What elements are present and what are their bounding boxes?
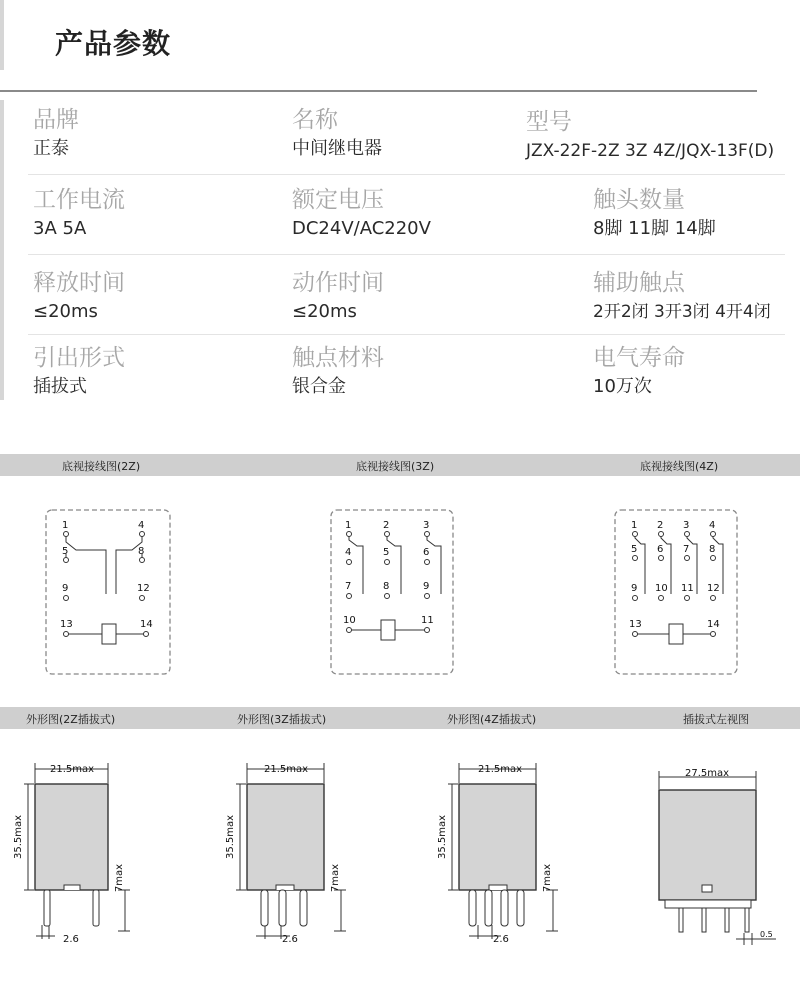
spec-value: ≤20ms xyxy=(292,301,357,322)
outline-caption-2z: 外形图(2Z插拔式) xyxy=(26,713,116,726)
spec-value: 插拔式 xyxy=(33,376,87,397)
pin-label: 4 xyxy=(345,547,352,558)
wiring-caption-4z: 底视接线图(4Z) xyxy=(640,460,719,473)
spec-label: 型号 xyxy=(526,109,572,135)
spec-value: ≤20ms xyxy=(33,301,98,322)
dim-pin-label: 7max xyxy=(542,863,553,893)
pin-label: 5 xyxy=(631,544,638,555)
pin-label: 12 xyxy=(137,583,150,594)
spec-label: 释放时间 xyxy=(33,270,125,296)
pin-label: 6 xyxy=(423,547,430,558)
spec-value: DC24V/AC220V xyxy=(292,218,431,239)
pin-label: 11 xyxy=(421,615,434,626)
spec-label: 品牌 xyxy=(33,107,79,133)
spec-label: 触点材料 xyxy=(292,345,384,371)
pin-label: 7 xyxy=(345,581,352,592)
wiring-diagram-3z xyxy=(329,508,455,676)
spec-voltage xyxy=(292,185,431,241)
spec-row xyxy=(0,335,800,415)
spec-value: 中间继电器 xyxy=(292,138,382,159)
dim-width-label: 21.5max xyxy=(263,764,309,775)
pin-label: 13 xyxy=(60,619,73,630)
pin-label: 3 xyxy=(423,520,430,531)
title-divider xyxy=(0,90,757,92)
spec-value: 正泰 xyxy=(33,138,69,159)
pin-label: 9 xyxy=(423,581,430,592)
pin-label: 2 xyxy=(657,520,664,531)
dim-pitch-label: 2.6 xyxy=(493,934,509,945)
outline-caption-4z: 外形图(4Z插拔式) xyxy=(447,713,537,726)
spec-electrical-life xyxy=(593,343,685,399)
spec-label: 额定电压 xyxy=(292,187,384,213)
page-title: 产品参数 xyxy=(55,27,172,60)
outline-drawing-side xyxy=(640,755,790,955)
dim-height-label: 35.5max xyxy=(225,814,236,860)
outline-caption-3z: 外形图(3Z插拔式) xyxy=(237,713,327,726)
pin-label: 8 xyxy=(138,546,145,557)
dim-pin-label: 7max xyxy=(114,863,125,893)
spec-name xyxy=(292,105,382,161)
spec-value: JZX-22F-2Z 3Z 4Z/JQX-13F(D) xyxy=(526,141,775,161)
dim-side-width-label: 27.5max xyxy=(684,768,730,779)
pin-label: 14 xyxy=(707,619,720,630)
outline-drawing-4z xyxy=(423,755,573,955)
spec-release-time xyxy=(33,268,125,324)
spec-brand xyxy=(33,105,79,161)
spec-row xyxy=(0,95,800,175)
dim-height-label: 35.5max xyxy=(13,814,24,860)
spec-value: 10万次 xyxy=(593,376,652,397)
pin-label: 1 xyxy=(631,520,638,531)
spec-label: 工作电流 xyxy=(33,187,125,213)
wiring-diagram-4z xyxy=(613,508,739,676)
spec-value: 3A 5A xyxy=(33,218,87,239)
pin-label: 12 xyxy=(707,583,720,594)
spec-label: 名称 xyxy=(292,107,338,133)
outline-drawing-3z xyxy=(212,755,362,955)
pin-label: 1 xyxy=(62,520,69,531)
spec-contact-material xyxy=(292,343,384,399)
spec-contacts xyxy=(593,185,716,241)
pin-label: 7 xyxy=(683,544,690,555)
spec-row xyxy=(0,255,800,335)
pin-label: 1 xyxy=(345,520,352,531)
spec-action-time xyxy=(292,268,384,324)
wiring-caption-3z: 底视接线图(3Z) xyxy=(356,460,435,473)
spec-model xyxy=(526,107,774,163)
dim-side-pin-label: 0.5 xyxy=(760,930,773,939)
pin-label: 5 xyxy=(383,547,390,558)
pin-label: 8 xyxy=(383,581,390,592)
pin-label: 3 xyxy=(683,520,690,531)
pin-label: 11 xyxy=(681,583,694,594)
wiring-caption-2z: 底视接线图(2Z) xyxy=(62,460,141,473)
spec-label: 电气寿命 xyxy=(593,345,685,371)
spec-value: 2开2闭 3开3闭 4开4闭 xyxy=(593,302,771,322)
pin-label: 14 xyxy=(140,619,153,630)
dim-height-label: 35.5max xyxy=(437,814,448,860)
dim-pin-label: 7max xyxy=(330,863,341,893)
pin-label: 9 xyxy=(631,583,638,594)
spec-lead-form xyxy=(33,343,125,399)
pin-label: 4 xyxy=(709,520,716,531)
spec-row xyxy=(0,175,800,255)
wiring-caption-band xyxy=(0,454,800,476)
spec-label: 辅助触点 xyxy=(593,270,685,296)
pin-label: 13 xyxy=(629,619,642,630)
pin-label: 10 xyxy=(343,615,356,626)
pin-label: 4 xyxy=(138,520,145,531)
dim-width-label: 21.5max xyxy=(49,764,95,775)
pin-label: 9 xyxy=(62,583,69,594)
pin-label: 2 xyxy=(383,520,390,531)
wiring-diagram-2z xyxy=(44,508,172,676)
outline-caption-side: 插拔式左视图 xyxy=(683,713,749,726)
spec-label: 动作时间 xyxy=(292,270,384,296)
spec-label: 引出形式 xyxy=(33,345,125,371)
pin-label: 6 xyxy=(657,544,664,555)
pin-label: 5 xyxy=(62,546,69,557)
spec-value: 银合金 xyxy=(292,376,346,397)
spec-current xyxy=(33,185,125,241)
pin-label: 8 xyxy=(709,544,716,555)
spec-value: 8脚 11脚 14脚 xyxy=(593,218,716,239)
dim-width-label: 21.5max xyxy=(477,764,523,775)
dim-pitch-label: 2.6 xyxy=(282,934,298,945)
outline-drawing-2z xyxy=(0,755,150,955)
spec-aux-contacts xyxy=(593,268,771,324)
dim-pitch-label: 2.6 xyxy=(63,934,79,945)
pin-label: 10 xyxy=(655,583,668,594)
spec-label: 触头数量 xyxy=(593,187,685,213)
outline-caption-band xyxy=(0,707,800,729)
